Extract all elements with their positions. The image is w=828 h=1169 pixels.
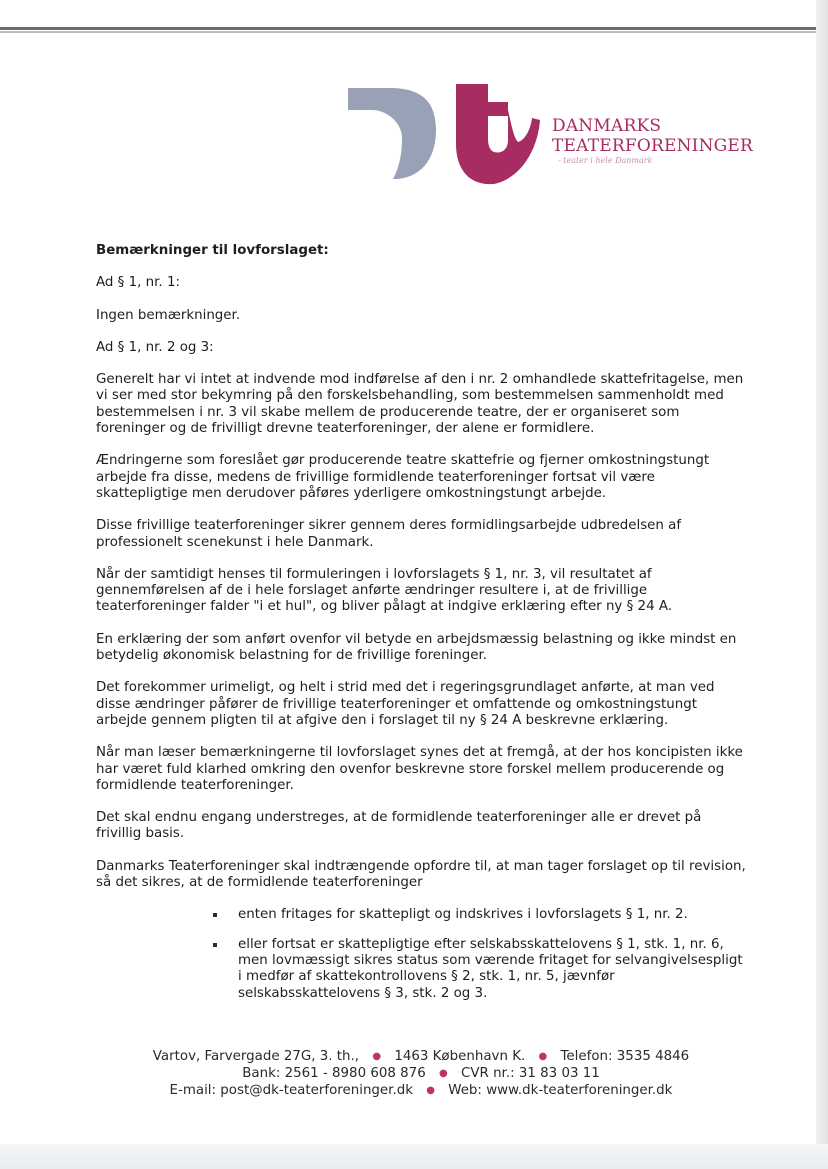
- dt-logo-icon: [348, 82, 548, 192]
- body-paragraph: Når der samtidigt henses til formuleringen i lovforslagets § 1, nr. 3, vil resultatet af gennemførelsen af de i hele forslaget anførte ændringer resultere i, at de frivillige teaterforeninger falder "i et hul", og bliver pålagt at indgive erklæring efter ny § 24 A.: [96, 566, 673, 615]
- footer-separator-icon: ●: [372, 1051, 382, 1062]
- section-label: Ad § 1, nr. 2 og 3:: [96, 339, 214, 355]
- body-paragraph: En erklæring der som anført ovenfor vil betyde en arbejdsmæssig belastning og ikke mindst en betydelig økonomisk belastning for de frivillige foreninger.: [96, 631, 737, 664]
- footer-line-bank: [96, 1065, 746, 1082]
- scan-edge-bottom: [0, 1144, 828, 1169]
- bullet-square-icon: [213, 943, 217, 947]
- logo-d-shape: [348, 88, 436, 179]
- footer-separator-icon: ●: [439, 1068, 448, 1079]
- footer-separator-icon: ●: [426, 1085, 435, 1096]
- footer-separator-icon: ●: [538, 1051, 548, 1062]
- body-paragraph: Disse frivillige teaterforeninger sikrer gennem deres formidlingsarbejde udbredelsen af professionelt scenekunst i hele Danmark.: [96, 518, 682, 550]
- organization-name: [552, 116, 753, 156]
- body-paragraph: Ingen bemærkninger.: [96, 307, 241, 323]
- organization-name-line1: DANMARKS: [552, 116, 662, 136]
- footer-line-address: [96, 1048, 746, 1065]
- letterhead-footer: [96, 1048, 746, 1099]
- header-rule: [0, 27, 822, 30]
- footer-address: Vartov, Farvergade 27G, 3. th.,: [152, 1049, 360, 1064]
- body-paragraph: Det skal endnu engang understreges, at de formidlende teaterforeninger alle er drevet på frivillig basis.: [96, 810, 702, 842]
- bullet-text: enten fritages for skattepligt og indskrives i lovforslagets § 1, nr. 2.: [238, 907, 688, 923]
- bullet-square-icon: [213, 913, 217, 917]
- letter-body: [96, 243, 746, 1015]
- scan-edge-right: [816, 0, 828, 1169]
- body-paragraph: Ændringerne som foreslået gør producerende teatre skattefrie og fjerner omkostningstungt arbejde fra disse, medens de frivillige formidlende teaterforeninger fortsat vil være skattepligtige men derudover påføres yderligere omkostningstungt arbejde.: [96, 453, 710, 501]
- body-paragraph: Det forekommer urimeligt, og helt i strid med det i regeringsgrundlaget anførte, at man ved disse ændringer påfører de frivillige teaterforeninger et omfattende og omkostningstungt arbejde gennem pligten til at afgive den i forslaget til ny § 24 A beskrevne erklæring.: [96, 680, 715, 728]
- bullet-list: [96, 907, 746, 1001]
- footer-line-contact: [96, 1082, 746, 1099]
- organization-name-line2: TEATERFORENINGER: [552, 136, 754, 156]
- body-paragraph: Når man læser bemærkningerne til lovforslaget synes det at fremgå, at der hos koncipisten ikke har været fuld klarhed omkring den ovenfor beskrevne store forskel mellem producerende og formidlende teaterforeninger.: [96, 745, 743, 793]
- organization-tagline: - teater i hele Danmark: [558, 156, 653, 165]
- logo-t-counter: [488, 116, 508, 153]
- footer-email: E-mail: post@dk-teaterforeninger.dk: [169, 1083, 413, 1098]
- body-paragraph: Danmarks Teaterforeninger skal indtrængende opfordre til, at man tager forslaget op til revision, så det sikres, at de formidlende teaterforeninger: [96, 858, 746, 891]
- footer-web: Web: www.dk-teaterforeninger.dk: [448, 1083, 673, 1098]
- header-rule-shadow: [0, 31, 822, 33]
- organization-logo: [348, 82, 754, 192]
- footer-bank: Bank: 2561 - 8980 608 876: [242, 1066, 426, 1081]
- bullet-text: eller fortsat er skattepligtige efter selskabsskattelovens § 1, stk. 1, nr. 6, men lovmæssigt sikres status som værende fritaget for selvangivelsespligt i medfør af skattekontrollovens § 2, stk. 1, nr. 5, jævnfør selskabsskattelovens § 3, stk. 2 og 3.: [238, 936, 743, 1001]
- footer-phone: Telefon: 3535 4846: [560, 1049, 690, 1064]
- bullet-item: [96, 907, 746, 923]
- footer-cvr: CVR nr.: 31 83 03 11: [461, 1066, 600, 1081]
- body-paragraph: Generelt har vi intet at indvende mod indførelse af den i nr. 2 omhandlede skattefritagelse, men vi ser med stor bekymring på den forskelsbehandling, som bestemmelsen sammenholdt med bestemmelsen i nr. 3 vil skabe mellem de producerende teatre, der er organiseret som foreninger og de frivilligt drevne teaterforeninger, der alene er formidlere.: [96, 372, 744, 437]
- bullet-item: [96, 937, 746, 1002]
- footer-city: 1463 København K.: [394, 1049, 526, 1064]
- section-label: Ad § 1, nr. 1:: [96, 275, 180, 291]
- document-heading: Bemærkninger til lovforslaget:: [96, 243, 329, 258]
